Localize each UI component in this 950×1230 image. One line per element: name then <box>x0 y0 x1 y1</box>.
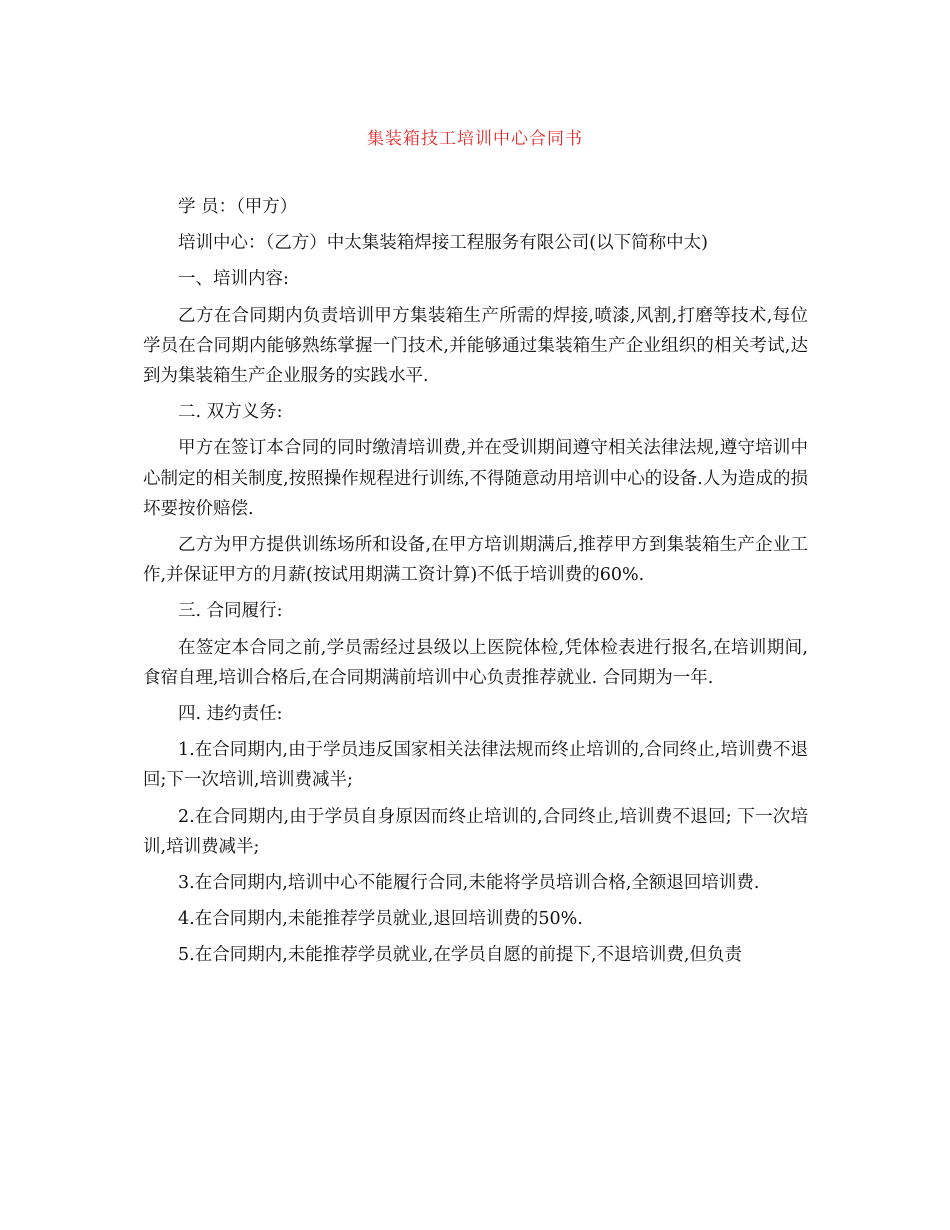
list-item: 2.在合同期内,由于学员自身原因而终止培训的,合同终止,培训费不退回; 下一次培训,培训费减半; <box>143 806 808 857</box>
section-heading-performance: 三. 合同履行: <box>178 601 283 622</box>
list-item: 4.在合同期内,未能推荐学员就业,退回培训费的50%. <box>178 909 583 930</box>
paragraph: 乙方为甲方提供训练场所和设备,在甲方培训期满后,推荐甲方到集装箱生产企业工作,并保证甲方的月薪(按试用期满工资计算)不低于培训费的60%. <box>143 535 808 586</box>
list-item: 3.在合同期内,培训中心不能履行合同,未能将学员培训合格,全额退回培训费. <box>178 873 760 894</box>
paragraph-student: 学 员：（甲方） <box>178 197 298 217</box>
section-heading-obligations: 二. 双方义务: <box>178 402 283 423</box>
paragraph: 乙方在合同期内负责培训甲方集装箱生产所需的焊接,喷漆,风割,打磨等技术,每位学员在合同期内能够熟练掌握一门技术,并能够通过集装箱生产企业组织的相关考试,达到为集装箱生产企业服务的实践水平. <box>143 305 808 387</box>
section-heading-liability: 四. 违约责任: <box>178 704 283 725</box>
paragraph-training-center: 培训中心：（乙方）中太集装箱焊接工程服务有限公司(以下简称中太) <box>178 233 708 254</box>
paragraph: 在签定本合同之前,学员需经过县级以上医院体检,凭体检表进行报名,在培训期间,食宿自理,培训合格后,在合同期满前培训中心负责推荐就业. 合同期为一年. <box>143 637 808 688</box>
paragraph: 甲方在签订本合同的同时缴清培训费,并在受训期间遵守相关法律法规,遵守培训中心制定的相关制度,按照操作规程进行训练,不得随意动用培训中心的设备.人为造成的损坏要按价赔偿. <box>143 438 808 519</box>
document-title: 集装箱技工培训中心合同书 <box>367 129 583 149</box>
document-body <box>143 192 808 977</box>
list-item: 1.在合同期内,由于学员违反国家相关法律法规而终止培训的,合同终止,培训费不退回;下一次培训,培训费减半; <box>143 740 808 791</box>
list-item: 5.在合同期内,未能推荐学员就业,在学员自愿的前提下,不退培训费,但负责 <box>178 945 742 966</box>
section-heading-content: 一、培训内容: <box>178 269 289 290</box>
